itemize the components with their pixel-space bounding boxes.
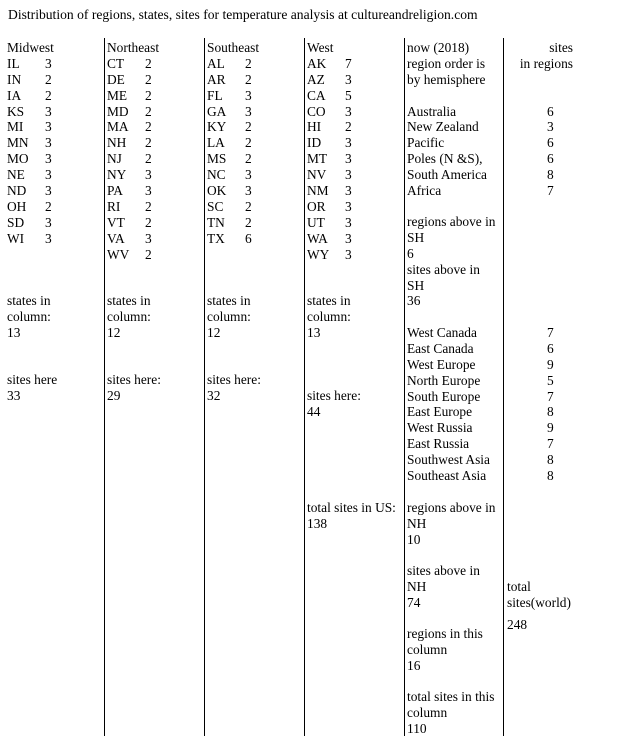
state-row xyxy=(207,151,259,167)
state-site-count: 2 xyxy=(145,198,152,214)
state-site-count: 2 xyxy=(145,214,152,230)
state-site-count: 2 xyxy=(145,151,152,167)
state-row xyxy=(7,135,55,151)
state-row xyxy=(207,183,259,199)
summary-text: states in xyxy=(307,293,351,308)
state-site-count: 3 xyxy=(345,230,352,246)
state-row xyxy=(307,104,355,120)
summary-text: 29 xyxy=(107,387,121,403)
world-region-row xyxy=(407,404,557,420)
states-in-column-summary xyxy=(207,293,251,341)
summary-text: states in xyxy=(7,293,51,308)
summary-text: total sites in US: xyxy=(307,500,396,515)
state-abbr: IL xyxy=(7,55,20,71)
state-row xyxy=(7,199,55,215)
sites-here-summary xyxy=(7,372,57,404)
page-title: Distribution of regions, states, sites for temperature analysis at cultureandreligion.com xyxy=(8,7,478,22)
region-header: West xyxy=(307,40,334,55)
world-region-name: West Europe xyxy=(407,356,476,372)
state-site-count: 3 xyxy=(45,167,52,183)
summary-label: sites(world) xyxy=(507,594,571,610)
world-region-row xyxy=(407,420,557,436)
state-abbr: TX xyxy=(207,230,225,246)
state-row xyxy=(307,88,355,104)
world-region-name: North Europe xyxy=(407,372,481,388)
world-region-name: South America xyxy=(407,167,487,183)
state-row xyxy=(7,104,55,120)
state-row xyxy=(207,119,259,135)
summary-text: sites here xyxy=(7,372,58,387)
world-region-site-count: 7 xyxy=(547,388,554,404)
state-row xyxy=(7,231,55,247)
world-region-site-count: 6 xyxy=(547,340,554,356)
state-site-count: 2 xyxy=(145,119,152,135)
state-row xyxy=(7,56,55,72)
state-abbr: SC xyxy=(207,198,224,214)
state-row xyxy=(307,56,355,72)
state-abbr: MA xyxy=(107,119,129,135)
state-abbr: MN xyxy=(7,135,29,151)
summary-text: sites here: xyxy=(107,372,161,387)
world-region-row xyxy=(407,389,557,405)
state-site-count: 2 xyxy=(145,71,152,87)
state-abbr: OK xyxy=(207,183,227,199)
state-abbr: NE xyxy=(7,167,25,183)
state-site-count: 3 xyxy=(145,167,152,183)
summary-label: sites above in xyxy=(407,563,480,578)
state-site-count: 3 xyxy=(145,230,152,246)
state-row xyxy=(307,215,355,231)
summary-label: SH xyxy=(407,229,425,245)
summary-value: 10 xyxy=(407,531,421,547)
world-region-site-count: 8 xyxy=(547,468,554,484)
state-abbr: CT xyxy=(107,55,125,71)
summary-label: column xyxy=(407,641,448,657)
state-site-count: 3 xyxy=(45,214,52,230)
state-abbr: IA xyxy=(7,87,22,103)
state-abbr: MT xyxy=(307,151,328,167)
state-row xyxy=(107,72,159,88)
state-row xyxy=(307,199,355,215)
state-abbr: VT xyxy=(107,214,125,230)
state-site-count: 2 xyxy=(45,71,52,87)
state-site-count: 3 xyxy=(345,151,352,167)
total-us-summary xyxy=(307,500,396,532)
state-site-count: 2 xyxy=(245,119,252,135)
state-site-count: 3 xyxy=(345,71,352,87)
world-region-site-count: 8 xyxy=(547,404,554,420)
state-abbr: NY xyxy=(107,167,127,183)
state-row xyxy=(307,135,355,151)
state-row xyxy=(7,183,55,199)
summary-label: SH xyxy=(407,277,425,293)
world-region-row xyxy=(407,468,557,484)
state-abbr: PA xyxy=(107,183,123,199)
state-site-count: 2 xyxy=(245,214,252,230)
state-site-count: 2 xyxy=(45,198,52,214)
sh-regions-summary xyxy=(407,214,496,309)
state-abbr: LA xyxy=(207,135,225,151)
state-abbr: DE xyxy=(107,71,125,87)
summary-value: 6 xyxy=(407,245,414,261)
summary-text: 138 xyxy=(307,515,328,531)
state-row xyxy=(7,215,55,231)
sites-here-summary xyxy=(307,388,361,420)
world-region-site-count: 7 xyxy=(547,183,554,199)
state-site-count: 2 xyxy=(245,71,252,87)
state-row xyxy=(207,72,259,88)
state-abbr: ID xyxy=(307,135,322,151)
world-region-name: Africa xyxy=(407,183,442,199)
state-row xyxy=(107,56,159,72)
state-row xyxy=(7,88,55,104)
world-region-name: Southeast Asia xyxy=(407,468,487,484)
summary-label: total sites in this xyxy=(407,689,495,704)
state-abbr: FL xyxy=(207,87,223,103)
world-region-site-count: 8 xyxy=(547,452,554,468)
summary-text: 12 xyxy=(207,324,221,340)
summary-label: regions in this xyxy=(407,626,483,641)
state-abbr: WY xyxy=(307,246,330,262)
world-region-site-count: 9 xyxy=(547,356,554,372)
state-site-count: 2 xyxy=(45,87,52,103)
sites-here-summary xyxy=(107,372,161,404)
state-site-count: 3 xyxy=(345,183,352,199)
state-abbr: AZ xyxy=(307,71,325,87)
state-site-count: 2 xyxy=(145,246,152,262)
state-abbr: AR xyxy=(207,71,226,87)
world-region-site-count: 6 xyxy=(547,151,554,167)
state-abbr: CO xyxy=(307,103,326,119)
summary-text: sites here: xyxy=(207,372,261,387)
state-row xyxy=(7,119,55,135)
state-site-count: 3 xyxy=(345,167,352,183)
state-row xyxy=(207,135,259,151)
region-column xyxy=(107,40,159,262)
state-row xyxy=(107,135,159,151)
world-header-line: region order is xyxy=(407,55,486,71)
world-region-row xyxy=(407,135,557,151)
summary-text: 13 xyxy=(7,324,21,340)
state-site-count: 3 xyxy=(245,87,252,103)
summary-text: 32 xyxy=(207,387,221,403)
state-site-count: 3 xyxy=(45,103,52,119)
state-abbr: WA xyxy=(307,230,328,246)
state-site-count: 3 xyxy=(345,198,352,214)
world-region-name: New Zealand xyxy=(407,119,479,135)
state-abbr: AK xyxy=(307,55,327,71)
state-site-count: 3 xyxy=(45,119,52,135)
summary-text: column: xyxy=(207,308,251,324)
state-site-count: 7 xyxy=(345,55,352,71)
states-in-column-summary xyxy=(307,293,351,341)
region-column xyxy=(207,40,259,247)
world-region-site-count: 7 xyxy=(547,325,554,340)
state-abbr: GA xyxy=(207,103,227,119)
state-site-count: 6 xyxy=(245,230,252,246)
sites-header-line: in regions xyxy=(519,55,573,71)
state-site-count: 3 xyxy=(245,103,252,119)
state-abbr: ND xyxy=(7,183,27,199)
summary-text: 33 xyxy=(7,387,21,403)
summary-label: regions above in xyxy=(407,214,496,229)
world-region-row xyxy=(407,151,557,167)
state-abbr: UT xyxy=(307,214,325,230)
world-region-name: East Canada xyxy=(407,340,474,356)
world-region-row xyxy=(407,104,557,120)
state-row xyxy=(7,167,55,183)
summary-text: column: xyxy=(307,308,351,324)
summary-text: column: xyxy=(7,308,51,324)
region-header: Northeast xyxy=(107,40,160,55)
nh-sites-summary xyxy=(407,563,480,611)
world-region-row xyxy=(407,119,557,135)
summary-text: states in xyxy=(107,293,151,308)
state-abbr: VA xyxy=(107,230,125,246)
total-world-summary xyxy=(507,579,571,633)
state-row xyxy=(307,231,355,247)
nh-region-list xyxy=(407,325,557,484)
state-row xyxy=(107,215,159,231)
state-site-count: 3 xyxy=(145,183,152,199)
state-site-count: 3 xyxy=(345,135,352,151)
summary-value: 110 xyxy=(407,720,427,736)
world-region-name: Pacific xyxy=(407,135,445,151)
state-abbr: MD xyxy=(107,103,129,119)
state-site-count: 3 xyxy=(345,103,352,119)
world-region-name: Poles (N &S), xyxy=(407,151,483,167)
state-site-count: 2 xyxy=(145,87,152,103)
world-region-name: West Canada xyxy=(407,325,477,340)
world-header-line: by hemisphere xyxy=(407,71,486,87)
state-abbr: MI xyxy=(7,119,24,135)
state-site-count: 3 xyxy=(45,183,52,199)
state-row xyxy=(207,215,259,231)
state-row xyxy=(107,183,159,199)
column-divider xyxy=(204,38,205,736)
summary-value: 74 xyxy=(407,594,421,610)
sites-header-line: sites xyxy=(549,40,573,55)
world-header xyxy=(407,40,485,88)
state-row xyxy=(7,151,55,167)
state-row xyxy=(207,88,259,104)
state-abbr: ME xyxy=(107,87,128,103)
states-in-column-summary xyxy=(7,293,51,341)
state-site-count: 3 xyxy=(245,167,252,183)
world-region-row xyxy=(407,167,557,183)
state-abbr: NJ xyxy=(107,151,122,167)
state-abbr: CA xyxy=(307,87,326,103)
state-site-count: 2 xyxy=(245,151,252,167)
state-abbr: NC xyxy=(207,167,226,183)
state-site-count: 2 xyxy=(145,55,152,71)
state-abbr: WI xyxy=(7,230,25,246)
world-region-site-count: 9 xyxy=(547,420,554,436)
state-row xyxy=(207,231,259,247)
world-region-row xyxy=(407,357,557,373)
state-abbr: NV xyxy=(307,167,327,183)
state-site-count: 3 xyxy=(45,55,52,71)
state-row xyxy=(107,231,159,247)
world-region-row xyxy=(407,373,557,389)
summary-label: column xyxy=(407,704,448,720)
state-abbr: TN xyxy=(207,214,225,230)
sites-here-summary xyxy=(207,372,261,404)
world-header-line: now (2018) xyxy=(407,40,470,55)
state-site-count: 3 xyxy=(45,151,52,167)
state-row xyxy=(207,199,259,215)
sh-region-list xyxy=(407,104,557,199)
column-divider xyxy=(304,38,305,736)
state-row xyxy=(307,72,355,88)
state-row xyxy=(307,247,355,263)
world-region-site-count: 5 xyxy=(547,372,554,388)
nh-regions-summary xyxy=(407,500,496,548)
column-divider xyxy=(104,38,105,736)
world-region-site-count: 7 xyxy=(547,436,554,452)
state-site-count: 3 xyxy=(345,246,352,262)
summary-label: NH xyxy=(407,578,427,594)
region-column xyxy=(7,40,55,247)
state-row xyxy=(7,72,55,88)
summary-label: regions above in xyxy=(407,500,496,515)
state-abbr: MS xyxy=(207,151,227,167)
state-abbr: NM xyxy=(307,183,329,199)
region-header: Midwest xyxy=(7,40,54,55)
summary-value: 36 xyxy=(407,293,421,309)
state-site-count: 3 xyxy=(45,230,52,246)
state-row xyxy=(107,104,159,120)
state-abbr: OR xyxy=(307,198,326,214)
summary-label: total xyxy=(507,579,531,594)
state-row xyxy=(107,119,159,135)
state-abbr: MO xyxy=(7,151,29,167)
world-region-site-count: 3 xyxy=(547,119,554,135)
summary-text: column: xyxy=(107,308,151,324)
region-header: Southeast xyxy=(207,40,260,55)
state-row xyxy=(207,167,259,183)
summary-value: 16 xyxy=(407,657,421,673)
state-row xyxy=(107,247,159,263)
column-divider xyxy=(404,38,405,736)
state-row xyxy=(307,167,355,183)
world-region-row xyxy=(407,436,557,452)
world-region-name: South Europe xyxy=(407,388,481,404)
column-sites-summary xyxy=(407,689,494,737)
world-region-name: Australia xyxy=(407,103,457,119)
summary-text: states in xyxy=(207,293,251,308)
region-column xyxy=(307,40,355,262)
state-site-count: 3 xyxy=(345,214,352,230)
state-abbr: SD xyxy=(7,214,25,230)
state-site-count: 3 xyxy=(245,183,252,199)
state-site-count: 2 xyxy=(145,103,152,119)
state-abbr: OH xyxy=(7,198,27,214)
world-region-site-count: 6 xyxy=(547,135,554,151)
sites-in-regions-header xyxy=(507,40,573,72)
state-abbr: AL xyxy=(207,55,225,71)
summary-text: 12 xyxy=(107,324,121,340)
summary-value: 248 xyxy=(507,616,528,632)
state-abbr: KY xyxy=(207,119,227,135)
world-region-row xyxy=(407,452,557,468)
states-in-column-summary xyxy=(107,293,151,341)
world-region-row xyxy=(407,325,557,341)
state-row xyxy=(307,183,355,199)
world-region-name: East Russia xyxy=(407,436,470,452)
state-site-count: 2 xyxy=(245,55,252,71)
state-row xyxy=(107,167,159,183)
state-site-count: 2 xyxy=(345,119,352,135)
state-row xyxy=(307,119,355,135)
state-site-count: 5 xyxy=(345,87,352,103)
world-region-site-count: 6 xyxy=(547,103,554,119)
summary-text: 44 xyxy=(307,403,321,419)
state-row xyxy=(107,151,159,167)
state-site-count: 2 xyxy=(245,198,252,214)
state-abbr: KS xyxy=(7,103,25,119)
world-region-name: West Russia xyxy=(407,420,473,436)
world-region-name: Southwest Asia xyxy=(407,452,490,468)
state-abbr: IN xyxy=(7,71,22,87)
summary-text: sites here: xyxy=(307,388,361,403)
world-region-row xyxy=(407,183,557,199)
state-row xyxy=(107,88,159,104)
state-row xyxy=(207,56,259,72)
summary-label: sites above in xyxy=(407,261,480,277)
world-region-site-count: 8 xyxy=(547,167,554,183)
world-region-row xyxy=(407,341,557,357)
state-abbr: RI xyxy=(107,198,121,214)
summary-label: NH xyxy=(407,515,427,531)
state-abbr: HI xyxy=(307,119,322,135)
state-abbr: WV xyxy=(107,246,130,262)
state-site-count: 3 xyxy=(45,135,52,151)
state-row xyxy=(207,104,259,120)
column-regions-summary xyxy=(407,626,483,674)
world-region-name: East Europe xyxy=(407,404,473,420)
summary-text: 13 xyxy=(307,324,321,340)
state-row xyxy=(107,199,159,215)
state-row xyxy=(307,151,355,167)
state-site-count: 2 xyxy=(145,135,152,151)
state-abbr: NH xyxy=(107,135,127,151)
state-site-count: 2 xyxy=(245,135,252,151)
